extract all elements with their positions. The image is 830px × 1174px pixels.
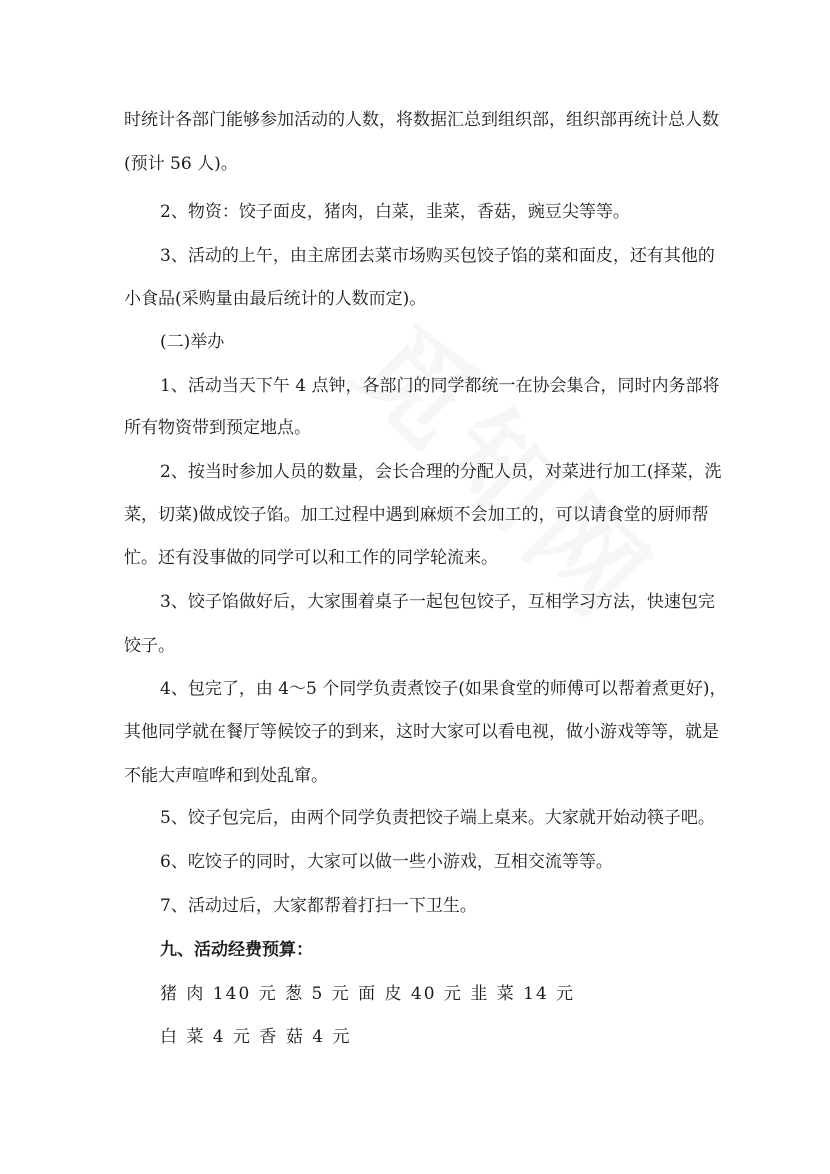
text-line: 1、活动当天下午 4 点钟，各部门的同学都统一在协会集合，同时内务部将: [160, 376, 720, 396]
text-line: 饺子。: [124, 636, 175, 656]
text-line: 时统计各部门能够参加活动的人数，将数据汇总到组织部，组织部再统计总人数: [124, 110, 719, 130]
text-line: 5、饺子包完后，由两个同学负责把饺子端上桌来。大家就开始动筷子吧。: [160, 808, 715, 828]
text-line: 所有物资带到预定地点。: [124, 418, 311, 438]
text-line: 7、活动过后，大家都帮着打扫一下卫生。: [160, 896, 477, 916]
text-line: 菜，切菜)做成饺子馅。加工过程中遇到麻烦不会加工的，可以请食堂的厨师帮: [124, 505, 709, 525]
text-line: 小食品(采购量由最后统计的人数而定)。: [124, 289, 427, 309]
text-line: 3、饺子馅做好后，大家围着桌子一起包包饺子，互相学习方法，快速包完: [160, 592, 715, 612]
text-line: 3、活动的上午，由主席团去菜市场购买包饺子馅的菜和面皮，还有其他的: [160, 246, 715, 266]
text-line: 2、按当时参加人员的数量，会长合理的分配人员，对菜进行加工(择菜，洗: [160, 462, 722, 482]
text-line: 4、包完了，由 4～5 个同学负责煮饺子(如果食堂的师傅可以帮着煮更好)，: [160, 679, 727, 699]
budget-heading: 九、活动经费预算：: [160, 940, 313, 960]
text-line: 2、物资：饺子面皮，猪肉，白菜，韭菜，香菇，豌豆尖等等。: [160, 202, 630, 222]
text-line: 不能大声喧哗和到处乱窜。: [124, 766, 328, 786]
text-line: (预计 56 人)。: [124, 154, 238, 174]
text-line: 6、吃饺子的同时，大家可以做一些小游戏，互相交流等等。: [160, 852, 613, 872]
budget-line: 猪 肉 140 元 葱 5 元 面 皮 40 元 韭 菜 14 元: [160, 984, 576, 1004]
budget-line: 白 菜 4 元 香 菇 4 元: [160, 1027, 352, 1047]
text-line: 其他同学就在餐厅等候饺子的到来，这时大家可以看电视，做小游戏等等，就是: [124, 722, 719, 742]
section-heading: (二)举办: [160, 332, 225, 352]
text-line: 忙。还有没事做的同学可以和工作的同学轮流来。: [124, 548, 498, 568]
